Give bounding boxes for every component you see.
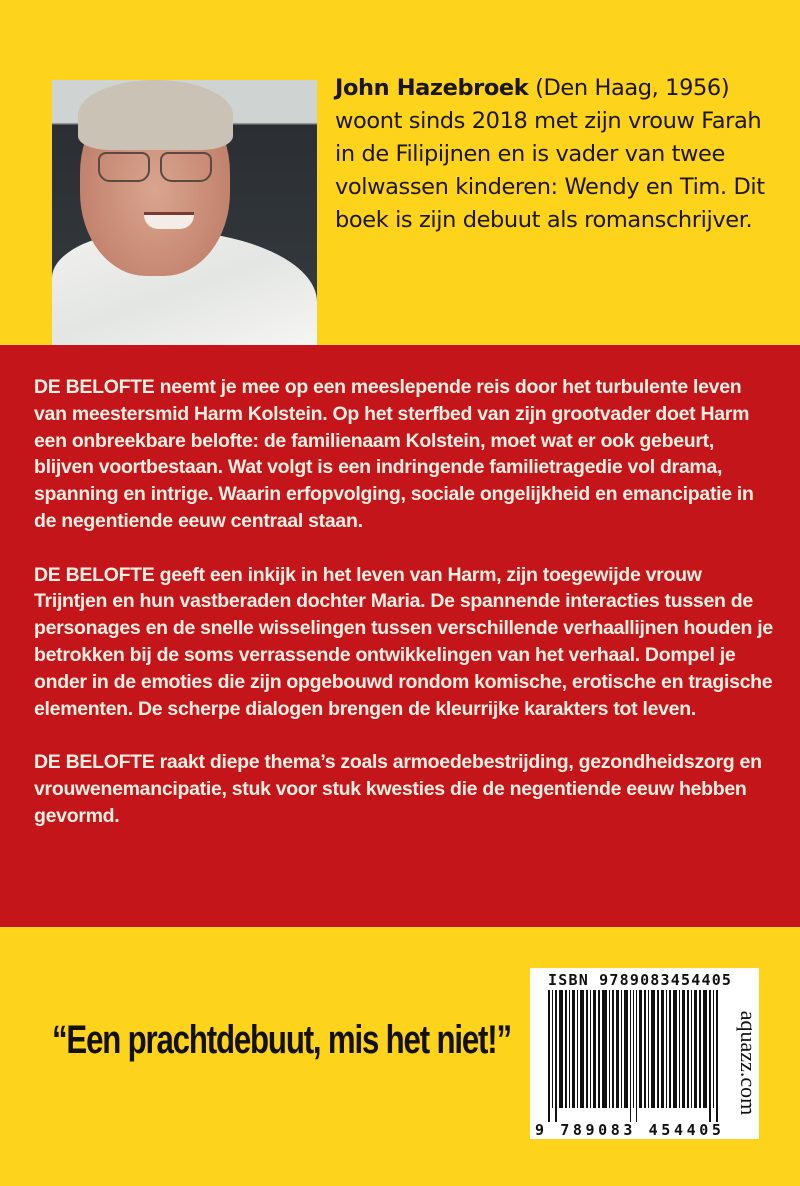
barcode-bars	[548, 990, 728, 1122]
book-title-mention: DE BELOFTE	[34, 563, 155, 586]
blurb-paragraph-3	[34, 749, 774, 829]
photo-glasses-right	[160, 152, 212, 182]
review-quote: “Een prachtdebuut, mis het niet!”	[52, 1018, 511, 1062]
blurb-text: raakt diepe thema’s zoals armoedebestrijding, gezondheidszorg en vrouwenemancipatie, stuk voor stuk kwesties die de negentiende eeuw hebben gevormd.	[34, 751, 762, 827]
publisher-url[interactable]: aquazz.com	[736, 1010, 761, 1116]
book-title-mention: DE BELOFTE	[34, 376, 155, 398]
blurb-paragraph-1	[34, 374, 774, 535]
author-name: John Hazebroek	[335, 75, 529, 101]
isbn-digits: 9 789083 454405	[535, 1121, 725, 1139]
book-blurb	[34, 374, 774, 856]
blurb-paragraph-2	[34, 562, 774, 723]
photo-hair	[78, 80, 233, 150]
photo-glasses-left	[98, 152, 150, 182]
photo-mouth	[144, 212, 194, 229]
blurb-text: neemt je mee op een meeslepende reis door het turbulente leven van meestersmid Harm Kolstein. Op het sterfbed van zijn grootvader doet Harm een onbreekbare belofte: de familienaam Kolstein, moet wat er ook gebeurt, blijven voortbestaan. Wat volgt is een indringende familietragedie vol drama, spanning en intrige. Waarin erfopvolging, sociale ongelijkheid en emancipatie in de negentiende eeuw centraal staan.	[34, 376, 754, 532]
book-title-mention: DE BELOFTE	[34, 751, 155, 774]
author-photo	[52, 80, 317, 346]
isbn-label: ISBN 9789083454405	[548, 971, 733, 989]
author-bio-text: (Den Haag, 1956) woont sinds 2018 met zijn vrouw Farah in de Filipijnen en is vader van twee volwassen kinderen: Wendy en Tim. Dit boek is zijn debuut als romanschrijver.	[335, 75, 765, 233]
author-bio	[335, 72, 785, 237]
blurb-text: geeft een inkijk in het leven van Harm, zijn toegewijde vrouw Trijntjen en hun vastberaden dochter Maria. De spannende interacties tussen de personages en de snelle wisselingen tussen verschillende verhaallijnen houden je betrokken bij de soms verrassende ontwikkelingen van het verhaal. Dompel je onder in de emoties die zijn opgebouwd rondom komische, erotische en tragische elementen. De scherpe dialogen brengen de kleurrijke karakters tot leven.	[34, 563, 773, 720]
